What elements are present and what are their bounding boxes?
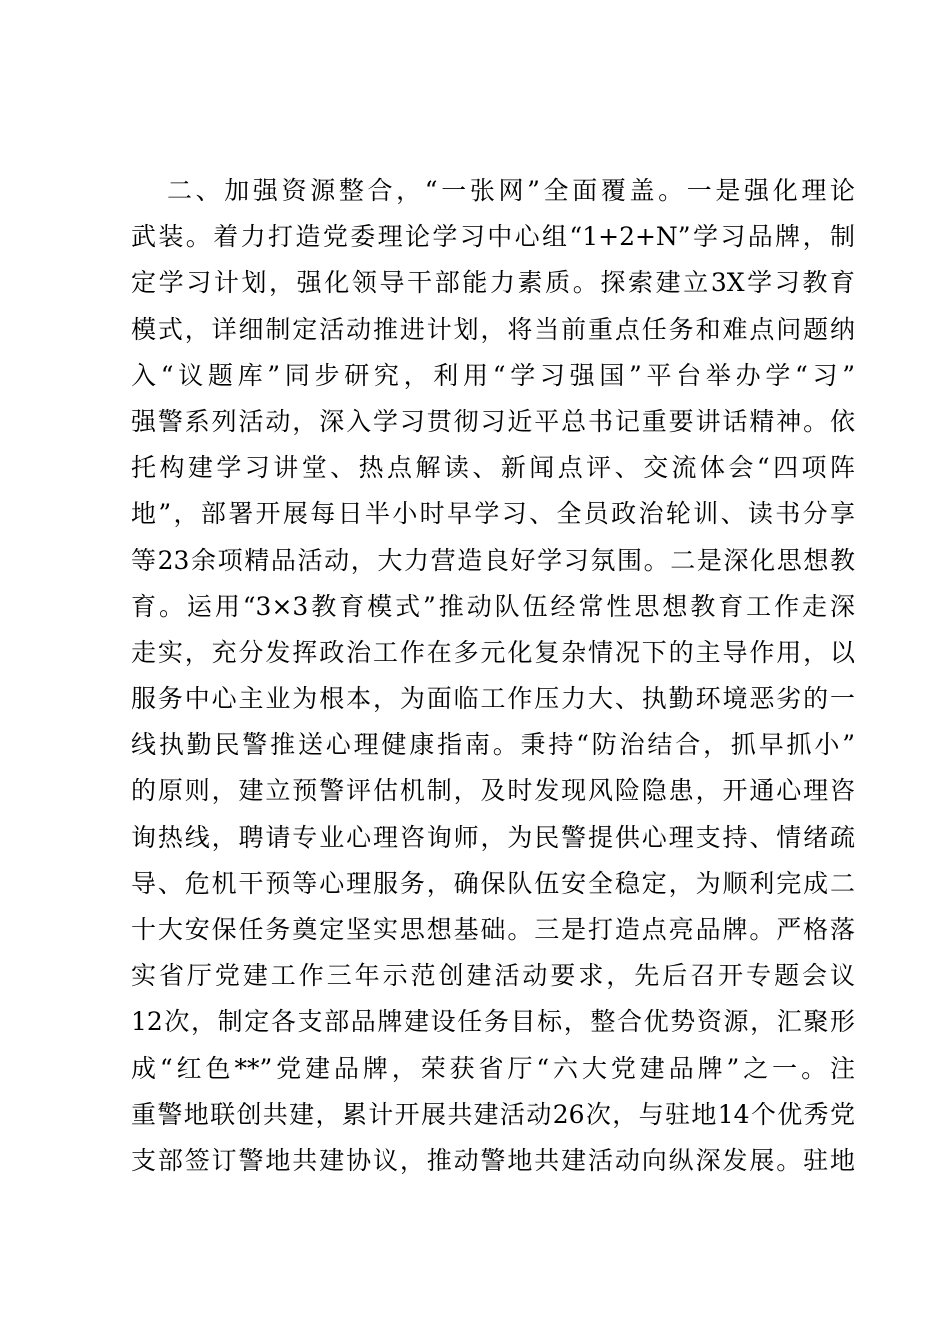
text-line-14: 的原则，建立预警评估机制，及时发现风险隐患，开通心理咨: [131, 776, 855, 806]
text-line-1: 二、加强资源整合，“一张网”全面覆盖。一是强化理论: [167, 176, 855, 205]
text-line-9: 等23余项精品活动，大力营造良好学习氛围。二是深化思想教: [131, 545, 855, 575]
body-paragraph: [131, 168, 855, 1184]
text-line-11: 走实，充分发挥政治工作在多元化复杂情况下的主导作用，以: [131, 637, 855, 667]
text-line-16: 导、危机干预等心理服务，确保队伍安全稳定，为顺利完成二: [131, 868, 855, 898]
text-line-6: 强警系列活动，深入学习贯彻习近平总书记重要讲话精神。依: [131, 406, 855, 436]
text-line-12: 服务中心主业为根本，为面临工作压力大、执勤环境恶劣的一: [131, 684, 855, 714]
text-line-8: 地”，部署开展每日半小时早学习、全员政治轮训、读书分享: [131, 499, 855, 529]
text-line-21: 重警地联创共建，累计开展共建活动26次，与驻地14个优秀党: [131, 1099, 855, 1129]
text-line-17: 十大安保任务奠定坚实思想基础。三是打造点亮品牌。严格落: [131, 915, 855, 944]
text-line-10: 育。运用“3×3教育模式”推动队伍经常性思想教育工作走深: [131, 591, 855, 621]
text-line-4: 模式，详细制定活动推进计划，将当前重点任务和难点问题纳: [131, 314, 855, 344]
text-line-22: 支部签订警地共建协议，推动警地共建活动向纵深发展。驻地: [131, 1145, 855, 1175]
text-line-15: 询热线，聘请专业心理咨询师，为民警提供心理支持、情绪疏: [131, 822, 855, 852]
text-line-18: 实省厅党建工作三年示范创建活动要求，先后召开专题会议: [131, 961, 855, 991]
text-line-3: 定学习计划，强化领导干部能力素质。探索建立3X学习教育: [131, 268, 855, 298]
text-line-13: 线执勤民警推送心理健康指南。秉持“防治结合，抓早抓小”: [131, 730, 855, 760]
text-line-7: 托构建学习讲堂、热点解读、新闻点评、交流体会“四项阵: [131, 453, 855, 483]
text-line-19: 12次，制定各支部品牌建设任务目标，整合优势资源，汇聚形: [131, 1007, 855, 1037]
text-line-5: 入“议题库”同步研究，利用“学习强国”平台举办学“习”: [131, 360, 855, 390]
text-line-20: 成“红色**”党建品牌，荣获省厅“六大党建品牌”之一。注: [131, 1053, 855, 1083]
text-line-2: 武装。着力打造党委理论学习中心组“1+2+N”学习品牌，制: [131, 222, 855, 252]
